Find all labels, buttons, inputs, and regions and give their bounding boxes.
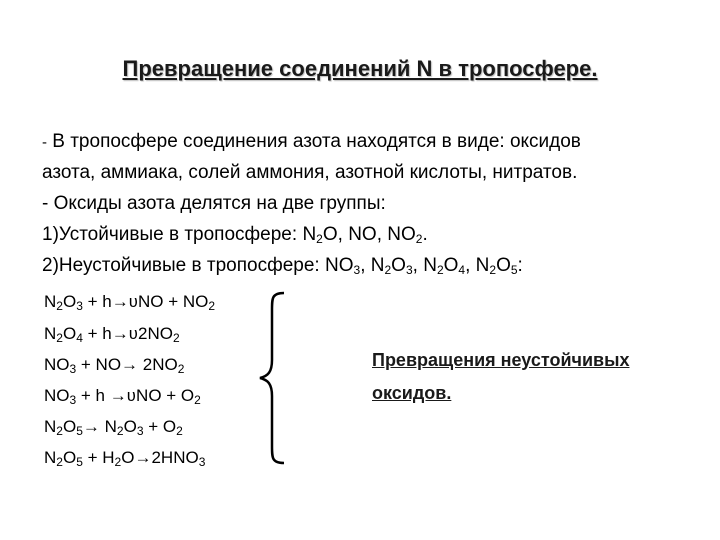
stable-oxides-end: . <box>422 224 428 245</box>
unstable-oxides-formulas: $NO_3$, $N_2O_3$, $N_2O_4$, $N_2O_5$ <box>325 255 518 277</box>
reaction-part-subscript: 3 <box>76 299 83 313</box>
reaction-part-subscript: 5 <box>76 455 83 469</box>
reaction-part-subscript: 2 <box>114 455 122 469</box>
reaction-part-text: + H <box>82 448 115 467</box>
reaction-equation <box>44 324 180 344</box>
unstable-oxide-formula-text: O <box>496 255 511 276</box>
stable-oxide-formula-subscript: 2 <box>415 232 423 246</box>
stable-oxide-formula <box>302 224 337 245</box>
unstable-oxide-formula <box>476 255 518 276</box>
reaction-part-text: N <box>44 324 57 343</box>
intro-line-2: азота, аммиака, солей аммония, азотной кислоты, нитратов. <box>42 162 578 183</box>
unstable-oxide-formula-text: NO <box>325 255 354 276</box>
stable-oxide-formula <box>348 224 377 245</box>
unstable-oxide-formula <box>325 255 360 276</box>
intro-dash: - <box>42 134 47 151</box>
reaction-part-text: + h→ʋ2NO <box>82 324 173 343</box>
curly-brace-icon <box>258 290 286 466</box>
reaction-part-text: O→2HNO <box>121 448 199 467</box>
reaction-part-subscript: 2 <box>172 331 180 345</box>
stable-oxide-formula-text: NO <box>348 224 377 245</box>
unstable-oxides-line <box>42 250 692 281</box>
reaction-equation <box>44 448 205 468</box>
stable-oxides-label: 1)Устойчивые в тропосфере: <box>42 224 298 245</box>
stable-oxide-formula-text: NO <box>387 224 416 245</box>
reaction-part-subscript: 5 <box>76 424 83 438</box>
reaction-equation <box>44 386 201 406</box>
reaction-equation <box>44 417 183 437</box>
reaction-equation <box>44 292 215 312</box>
unstable-oxide-formula-text: N <box>370 255 385 276</box>
reaction-part-subscript: 3 <box>69 362 77 376</box>
reaction-part-subscript: 2 <box>208 299 216 313</box>
stable-oxide-formula-text: O <box>322 224 338 245</box>
unstable-oxide-formula-subscript: 5 <box>510 263 518 277</box>
reaction-part-text: N <box>44 448 57 467</box>
reaction-part-text: + NO→ 2NO <box>76 355 178 374</box>
reaction-part-text: O <box>62 292 77 311</box>
reaction-part-subscript: 2 <box>56 424 63 438</box>
unstable-oxide-formula-text: O <box>443 255 459 276</box>
reaction-part-text: O <box>123 417 137 436</box>
reaction-part-text: O <box>62 417 77 436</box>
reaction-part-text: NO <box>44 355 70 374</box>
reaction-part-text: N <box>44 292 57 311</box>
stable-oxides-formulas: $N_2O$, NO, $NO_2$ <box>302 224 423 246</box>
reaction-part-text: + h →ʋNO + O <box>76 386 195 405</box>
intro-line-3: - Оксиды азота делятся на две группы: <box>42 193 386 214</box>
unstable-oxide-formula-subscript: 3 <box>405 263 413 277</box>
intro-line-1 <box>42 126 692 158</box>
reaction-part-text: + h→ʋNO + NO <box>82 292 209 311</box>
unstable-oxides-label: 2)Неустойчивые в тропосфере: <box>42 255 320 276</box>
reaction-part-text: O <box>62 324 77 343</box>
stable-oxide-formula <box>387 224 422 245</box>
stable-oxide-formula-text: N <box>302 224 317 245</box>
unstable-oxide-formula-text: N <box>423 255 437 276</box>
unstable-oxide-formula-subscript: 2 <box>384 263 392 277</box>
unstable-oxides-end: : <box>517 255 523 276</box>
unstable-oxide-formula <box>371 255 413 276</box>
unstable-transformations-label-2: оксидов. <box>372 383 452 403</box>
page-title: Превращение соединений N в тропосфере. <box>122 56 598 81</box>
reaction-part-subscript: 3 <box>69 393 77 407</box>
reaction-part-subscript: 2 <box>176 424 183 438</box>
unstable-oxide-formula-subscript: 2 <box>436 263 444 277</box>
reaction-part-subscript: 2 <box>116 424 124 438</box>
unstable-oxide-formula <box>423 255 465 276</box>
reaction-part-subscript: 3 <box>198 455 206 469</box>
unstable-oxide-formula-text: O <box>391 255 406 276</box>
reaction-part-subscript: 2 <box>56 455 63 469</box>
reaction-part-subscript: 2 <box>194 393 201 407</box>
unstable-oxide-formula-text: N <box>475 255 490 276</box>
reaction-part-subscript: 2 <box>56 331 63 345</box>
intro-text-1: В тропосфере соединения азота находятся в виде: оксидов <box>47 131 581 152</box>
reaction-part-text: NO <box>44 386 70 405</box>
unstable-oxide-formula-subscript: 2 <box>489 263 497 277</box>
reaction-part-subscript: 2 <box>56 299 63 313</box>
stable-oxide-formula-subscript: 2 <box>316 232 323 246</box>
reaction-equation <box>44 355 184 375</box>
reaction-part-text: + O <box>143 417 177 436</box>
unstable-oxide-formula-subscript: 4 <box>458 263 466 277</box>
unstable-oxide-formula-subscript: 3 <box>353 263 361 277</box>
reaction-part-text: O <box>62 448 77 467</box>
reaction-part-subscript: 3 <box>136 424 144 438</box>
reaction-part-text: → N <box>82 417 117 436</box>
reaction-part-subscript: 4 <box>76 331 83 345</box>
stable-oxides-line <box>42 219 692 250</box>
reaction-part-text: N <box>44 417 57 436</box>
reaction-part-subscript: 2 <box>177 362 185 376</box>
unstable-transformations-label-1: Превращения неустойчивых <box>372 350 630 370</box>
